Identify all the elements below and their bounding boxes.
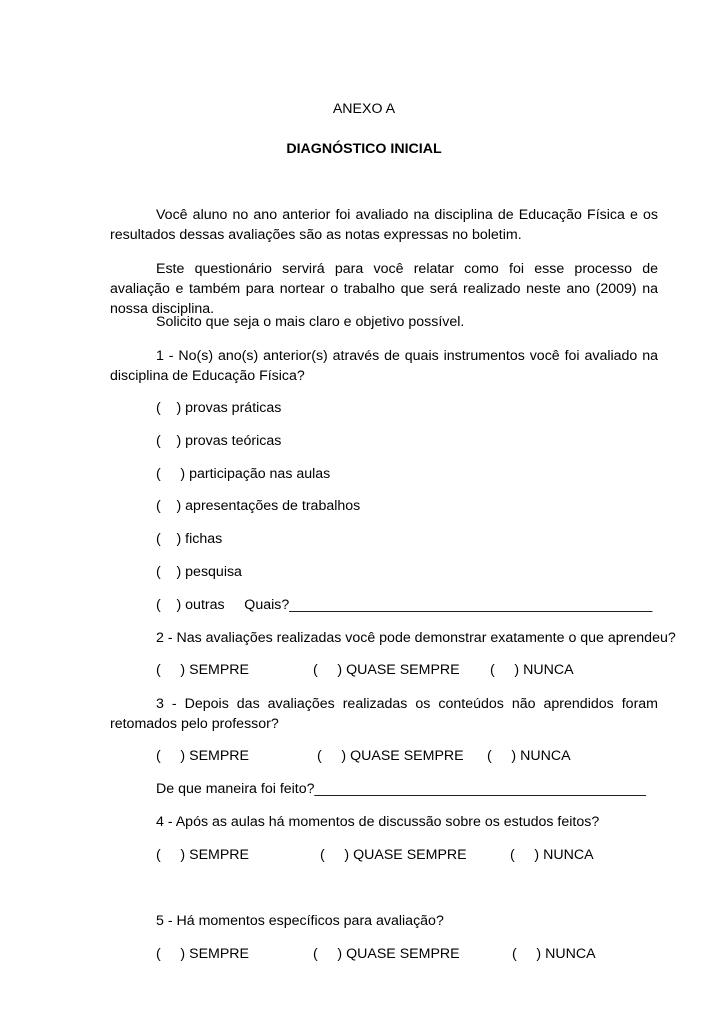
q1-option-fichas[interactable]: ( ) fichas bbox=[156, 531, 223, 547]
q3-option-nunca[interactable]: ( ) NUNCA bbox=[487, 748, 571, 764]
q4-option-nunca[interactable]: ( ) NUNCA bbox=[510, 847, 594, 863]
q1-option-outras[interactable]: ( ) outras Quais?______________________________________________ bbox=[156, 597, 653, 613]
q4-option-quase-sempre[interactable]: ( ) QUASE SEMPRE bbox=[320, 847, 467, 863]
q1-option-provas-praticas[interactable]: ( ) provas práticas bbox=[156, 400, 282, 416]
q1-option-provas-teoricas[interactable]: ( ) provas teóricas bbox=[156, 433, 282, 449]
intro-paragraph-1: Você aluno no ano anterior foi avaliado na disciplina de Educação Física e os resultados dessas avaliações são as notas expressas no boletim. bbox=[110, 207, 658, 243]
intro-paragraph-3: Solicito que seja o mais claro e objetivo possível. bbox=[156, 314, 465, 330]
q3-option-quase-sempre[interactable]: ( ) QUASE SEMPRE bbox=[317, 748, 464, 764]
question-2: 2 - Nas avaliações realizadas você pode demonstrar exatamente o que aprendeu? bbox=[156, 630, 676, 646]
document-title: DIAGNÓSTICO INICIAL bbox=[286, 141, 442, 157]
annex-label: ANEXO A bbox=[332, 101, 396, 117]
question-1: 1 - No(s) ano(s) anterior(s) através de quais instrumentos você foi avaliado na disciplina de Educação Física? bbox=[110, 348, 658, 384]
q1-option-participacao[interactable]: ( ) participação nas aulas bbox=[156, 466, 331, 482]
question-3: 3 - Depois das avaliações realizadas os conteúdos não aprendidos foram retomados pelo professor? bbox=[110, 696, 658, 732]
q5-option-quase-sempre[interactable]: ( ) QUASE SEMPRE bbox=[313, 946, 460, 962]
question-4: 4 - Após as aulas há momentos de discussão sobre os estudos feitos? bbox=[156, 814, 600, 830]
q2-option-nunca[interactable]: ( ) NUNCA bbox=[490, 662, 574, 678]
q4-option-sempre[interactable]: ( ) SEMPRE bbox=[156, 847, 250, 863]
q2-option-quase-sempre[interactable]: ( ) QUASE SEMPRE bbox=[313, 662, 460, 678]
q5-option-nunca[interactable]: ( ) NUNCA bbox=[512, 946, 596, 962]
q1-option-apresentacoes[interactable]: ( ) apresentações de trabalhos bbox=[156, 498, 361, 514]
q2-option-sempre[interactable]: ( ) SEMPRE bbox=[156, 662, 250, 678]
intro-paragraph-2: Este questionário servirá para você relatar como foi esse processo de avaliação e também para nortear o trabalho que será realizado neste ano (2009) na nossa disciplina. bbox=[110, 261, 658, 317]
q3-option-sempre[interactable]: ( ) SEMPRE bbox=[156, 748, 250, 764]
q1-option-pesquisa[interactable]: ( ) pesquisa bbox=[156, 564, 242, 580]
q3-followup-field[interactable]: De que maneira foi feito?__________________________________________ bbox=[156, 781, 646, 797]
question-5: 5 - Há momentos específicos para avaliação? bbox=[156, 913, 444, 929]
q5-option-sempre[interactable]: ( ) SEMPRE bbox=[156, 946, 250, 962]
